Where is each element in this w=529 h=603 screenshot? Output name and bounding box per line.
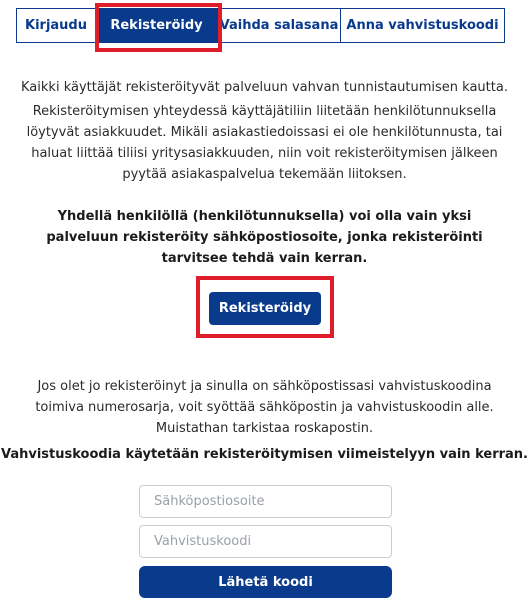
intro-description: Rekisteröitymisen yhteydessä käyttäjätiliin liitetään henkilötunnuksella löytyvät asiakkuudet. Mikäli asiakastiedoissasi ei ole henkilötunnusta, tai haluat liittää tiliisi yritysasiakkuuden, niin voit rekisteröitymisen jälkeen pyytää asiakaspalvelua tekemään liitoksen.: [26, 104, 503, 182]
registration-notice: Yhdellä henkilöllä (henkilötunnuksella) voi olla vain yksi palveluun rekisteröity sähköpostiosoite, jonka rekisteröinti tarvitsee tehdä vain kerran.: [46, 209, 483, 266]
tab-register[interactable]: Rekisteröidy: [95, 8, 218, 43]
intro-text: Kaikki käyttäjät rekisteröityvät palveluun vahvan tunnistautumisen kautta.: [21, 80, 508, 95]
email-field[interactable]: [139, 485, 392, 518]
confirmation-notice: Vahvistuskoodia käytetään rekisteröitymisen viimeistelyyn vain kerran.: [0, 447, 528, 462]
confirmation-code-field[interactable]: [139, 525, 392, 558]
confirmation-info: Jos olet jo rekisteröinyt ja sinulla on sähköpostissasi vahvistuskoodina toimiva numerosarja, voit syöttää sähköpostin ja vahvistuskoodin alle. Muistathan tarkistaa roskapostin.: [35, 379, 494, 436]
tab-bar: [16, 8, 505, 43]
register-button[interactable]: Rekisteröidy: [209, 292, 321, 325]
send-code-button[interactable]: Lähetä koodi: [139, 566, 392, 598]
tab-confirmation-code[interactable]: Anna vahvistuskoodi: [340, 8, 505, 43]
tab-login[interactable]: Kirjaudu: [16, 8, 96, 43]
tab-change-password[interactable]: Vaihda salasana: [217, 8, 341, 43]
